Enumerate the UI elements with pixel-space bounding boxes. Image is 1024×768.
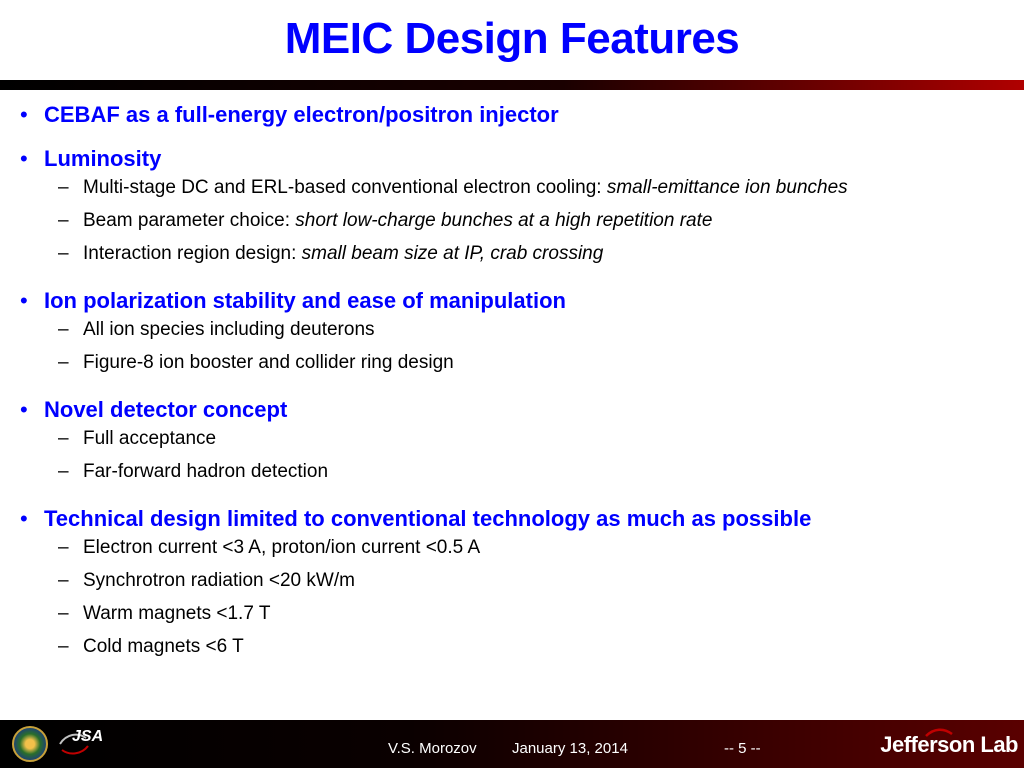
sub-bullet-text: Cold magnets <6 T xyxy=(83,636,244,657)
title-divider-bar xyxy=(0,80,1024,90)
footer-date: January 13, 2014 xyxy=(512,740,628,757)
bullet-icon: • xyxy=(20,397,28,422)
dash-icon: – xyxy=(58,537,69,558)
footer-page-number: -- 5 -- xyxy=(724,740,761,757)
sub-bullet-item xyxy=(18,427,1018,451)
slide-body xyxy=(18,100,1018,659)
dash-icon: – xyxy=(58,570,69,591)
sub-bullet-text: All ion species including deuterons xyxy=(83,319,375,340)
bullet-icon: • xyxy=(20,146,28,171)
bullet-icon: • xyxy=(20,102,28,127)
title-area xyxy=(0,0,1024,80)
dash-icon: – xyxy=(58,319,69,340)
sub-bullet-emphasis: short low-charge bunches at a high repetition rate xyxy=(295,210,713,231)
sub-bullet-text: Interaction region design: xyxy=(83,243,302,264)
sub-bullet-text: Warm magnets <1.7 T xyxy=(83,603,271,624)
bullet-text: Novel detector concept xyxy=(44,397,288,422)
bullet-item xyxy=(18,100,1018,130)
sub-bullet-item xyxy=(18,569,1018,593)
sub-bullet-item xyxy=(18,460,1018,484)
sub-bullet-item xyxy=(18,351,1018,375)
doe-seal-icon xyxy=(12,726,48,762)
dash-icon: – xyxy=(58,352,69,373)
bullet-text: Technical design limited to conventional technology as much as possible xyxy=(44,506,812,531)
bullet-icon: • xyxy=(20,506,28,531)
bullet-item xyxy=(18,286,1018,316)
slide-title: MEIC Design Features xyxy=(284,14,740,63)
sub-bullet-item xyxy=(18,318,1018,342)
sub-bullet-emphasis: small-emittance ion bunches xyxy=(606,177,848,198)
dash-icon: – xyxy=(58,177,69,198)
bullet-icon: • xyxy=(20,288,28,313)
sub-bullet-item xyxy=(18,176,1018,200)
sub-bullet-item xyxy=(18,536,1018,560)
bullet-item xyxy=(18,395,1018,425)
sub-bullet-text: Electron current <3 A, proton/ion current <0.5 A xyxy=(83,537,481,558)
bullet-item xyxy=(18,144,1018,174)
bullet-item xyxy=(18,504,1018,534)
footer-author: V.S. Morozov xyxy=(388,740,477,757)
dash-icon: – xyxy=(58,636,69,657)
sub-bullet-text: Synchrotron radiation <20 kW/m xyxy=(83,570,355,591)
sub-bullet-text: Beam parameter choice: xyxy=(83,210,296,231)
dash-icon: – xyxy=(58,428,69,449)
sub-bullet-text: Full acceptance xyxy=(83,428,217,449)
footer-bar xyxy=(0,720,1024,768)
sub-bullet-text: Far-forward hadron detection xyxy=(83,461,329,482)
sub-bullet-text: Multi-stage DC and ERL-based conventional electron cooling: xyxy=(83,177,607,198)
dash-icon: – xyxy=(58,461,69,482)
jefferson-lab-logo-text: Jefferson Lab xyxy=(880,732,1018,757)
sub-bullet-item xyxy=(18,209,1018,233)
dash-icon: – xyxy=(58,243,69,264)
jsa-logo-text: JSA xyxy=(72,728,104,745)
sub-bullet-item xyxy=(18,242,1018,266)
bullet-text: Luminosity xyxy=(44,146,162,171)
sub-bullet-item xyxy=(18,602,1018,626)
dash-icon: – xyxy=(58,603,69,624)
sub-bullet-item xyxy=(18,635,1018,659)
sub-bullet-emphasis: small beam size at IP, crab crossing xyxy=(301,243,604,264)
bullet-text: CEBAF as a full-energy electron/positron injector xyxy=(44,102,559,127)
bullet-text: Ion polarization stability and ease of manipulation xyxy=(44,288,566,313)
dash-icon: – xyxy=(58,210,69,231)
sub-bullet-text: Figure-8 ion booster and collider ring design xyxy=(83,352,454,373)
